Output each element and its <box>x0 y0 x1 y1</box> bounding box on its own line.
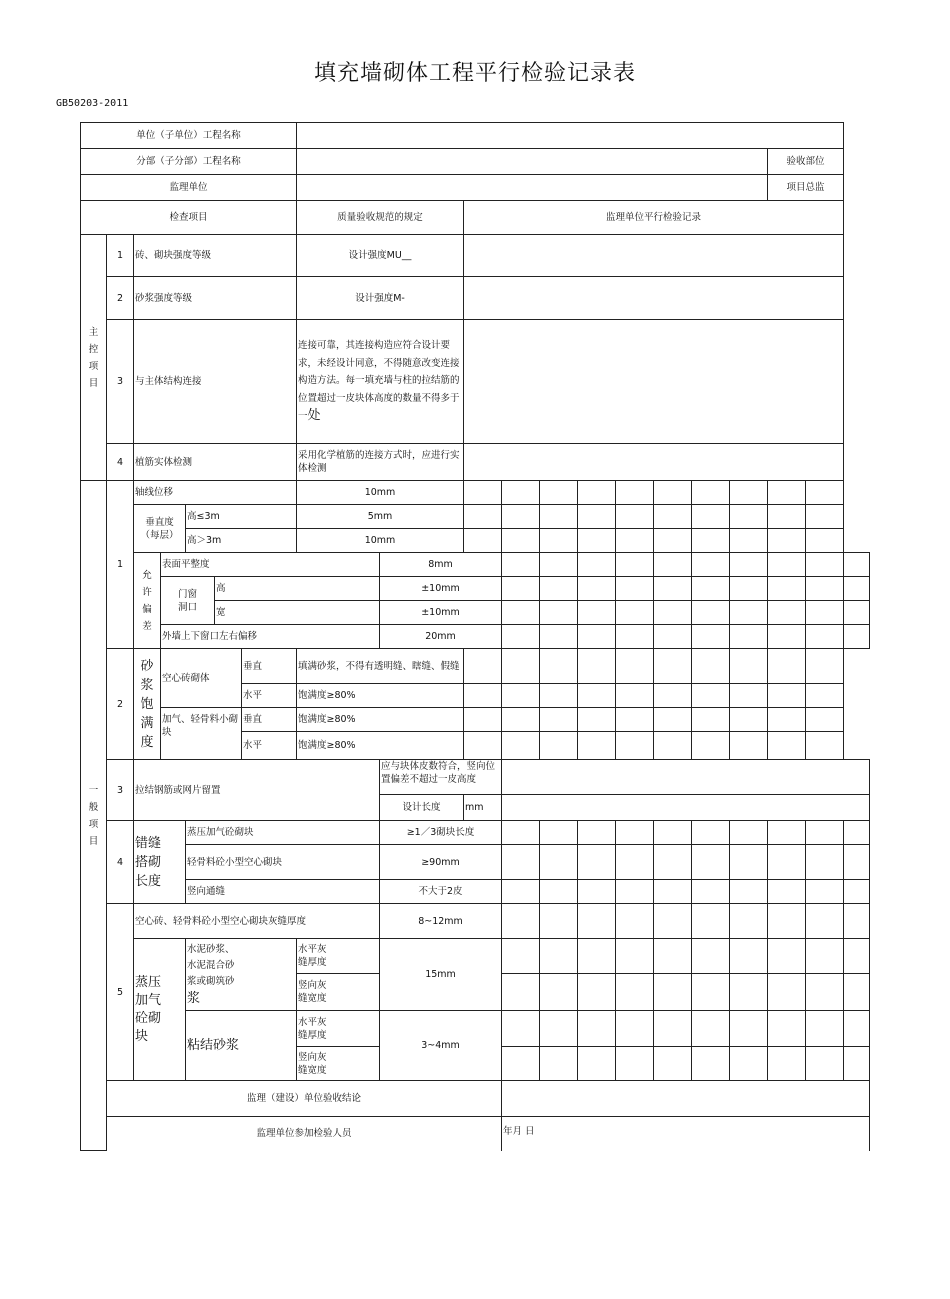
record-cell[interactable] <box>806 505 844 529</box>
record-cell[interactable] <box>502 732 540 760</box>
record-cell[interactable] <box>730 505 768 529</box>
mortar-hollow-h-rule: 饱满度≥80% <box>297 684 464 708</box>
record-cell[interactable] <box>730 904 768 939</box>
record-cell[interactable] <box>502 505 540 529</box>
record-cell[interactable] <box>578 939 616 974</box>
record-cell[interactable] <box>654 625 692 649</box>
record-cell[interactable] <box>654 1047 692 1081</box>
record-cell[interactable] <box>540 708 578 732</box>
record-cell[interactable] <box>806 553 844 577</box>
joint-cement-label <box>186 939 297 1011</box>
record-cell[interactable] <box>540 684 578 708</box>
stagger-label: 错缝 搭砌 长度 <box>134 821 186 904</box>
record-cell[interactable] <box>806 708 844 732</box>
conclusion-label: 监理（建设）单位验收结论 <box>107 1081 502 1117</box>
mortar-horiz-label: 水平 <box>242 684 297 708</box>
record-cell[interactable] <box>616 904 654 939</box>
record-cell[interactable] <box>578 529 616 553</box>
record-cell[interactable] <box>616 601 654 625</box>
record-cell[interactable] <box>540 505 578 529</box>
record-cell[interactable] <box>616 732 654 760</box>
record-cell[interactable] <box>844 625 870 649</box>
record-cell[interactable] <box>616 845 654 880</box>
record-cell[interactable] <box>844 845 870 880</box>
unit-project-value[interactable] <box>297 123 844 149</box>
main-item-record[interactable] <box>464 444 844 481</box>
record-cell[interactable] <box>730 732 768 760</box>
record-cell[interactable] <box>540 1047 578 1081</box>
record-cell[interactable] <box>844 601 870 625</box>
mortar-vert-label: 垂直 <box>242 708 297 732</box>
record-cell[interactable] <box>616 577 654 601</box>
record-cell[interactable] <box>730 939 768 974</box>
record-cell[interactable] <box>540 939 578 974</box>
record-cell[interactable] <box>654 601 692 625</box>
dev-window-label: 外墙上下窗口左右偏移 <box>161 625 380 649</box>
record-cell[interactable] <box>616 649 654 684</box>
record-cell[interactable] <box>540 601 578 625</box>
record-cell[interactable] <box>616 708 654 732</box>
record-cell[interactable] <box>654 939 692 974</box>
record-cell[interactable] <box>578 732 616 760</box>
main-item-record[interactable] <box>464 320 844 444</box>
general-items-label: 一 般 项 目 <box>81 481 107 1151</box>
record-cell[interactable] <box>806 649 844 684</box>
tie-rule: 应与块体皮数符合，竖向位置偏差不超过一皮高度 <box>380 760 502 795</box>
record-cell[interactable] <box>692 684 730 708</box>
record-cell[interactable] <box>844 577 870 601</box>
record-cell[interactable] <box>692 708 730 732</box>
project-chief-label: 项目总监 <box>768 175 844 201</box>
main-item-name: 植筋实体检测 <box>134 444 297 481</box>
record-cell[interactable] <box>806 625 844 649</box>
joint-v-width-label: 竖向灰 缝宽度 <box>297 974 380 1011</box>
record-cell[interactable] <box>578 601 616 625</box>
tie-record[interactable] <box>502 760 870 795</box>
record-cell[interactable] <box>730 1047 768 1081</box>
joint-aac-label: 蒸压 加气 砼砌 块 <box>134 939 186 1081</box>
record-cell[interactable] <box>730 553 768 577</box>
record-cell[interactable] <box>806 732 844 760</box>
record-cell[interactable] <box>806 529 844 553</box>
record-cell[interactable] <box>502 649 540 684</box>
record-cell[interactable] <box>654 904 692 939</box>
main-item-rule-text: 连接可靠，其连接构造应符合设计要求，未经设计同意，不得随意改变连接构造方法。每一填充墙与柱的拉结筋的位置超过一皮块体高度的数量不得多于一 <box>298 340 460 423</box>
record-cell[interactable] <box>502 904 540 939</box>
record-cell[interactable] <box>502 553 540 577</box>
joint-h-thick-label: 水平灰 缝厚度 <box>297 939 380 974</box>
main-item-name: 砖、砌块强度等级 <box>134 235 297 277</box>
stagger-aac-rule: ≥1／3砌块长度 <box>380 821 502 845</box>
conclusion-value[interactable] <box>502 1081 870 1117</box>
record-cell[interactable] <box>578 649 616 684</box>
joint-h-thick-label: 水平灰 缝厚度 <box>297 1011 380 1047</box>
record-cell[interactable] <box>540 553 578 577</box>
tie-unit: mm <box>464 795 502 821</box>
record-cell[interactable] <box>502 481 540 505</box>
dev-item-no: 1 <box>107 481 134 649</box>
record-cell[interactable] <box>768 505 806 529</box>
record-cell[interactable] <box>768 649 806 684</box>
record-cell[interactable] <box>540 880 578 904</box>
record-cell[interactable] <box>502 708 540 732</box>
tie-item-no: 3 <box>107 760 134 821</box>
record-cell[interactable] <box>768 529 806 553</box>
record-cell[interactable] <box>616 1047 654 1081</box>
dev-door-w-label: 宽 <box>215 601 380 625</box>
record-cell[interactable] <box>654 529 692 553</box>
record-cell[interactable] <box>616 880 654 904</box>
col-record-header: 监理单位平行检验记录 <box>464 201 844 235</box>
joint-cement-end: 浆 <box>187 990 201 1006</box>
sub-project-label: 分部（子分部）工程名称 <box>81 149 297 175</box>
main-item-record[interactable] <box>464 235 844 277</box>
stagger-aac-label: 蒸压加气砼砌块 <box>186 821 380 845</box>
record-cell[interactable] <box>806 974 844 1011</box>
record-cell[interactable] <box>730 601 768 625</box>
record-cell[interactable] <box>578 684 616 708</box>
joint-v-width-label: 竖向灰 缝宽度 <box>297 1047 380 1081</box>
record-cell[interactable] <box>540 845 578 880</box>
staff-label: 监理单位参加检验人员 <box>107 1117 502 1151</box>
main-items-label: 主 控 项 目 <box>81 235 107 481</box>
record-cell[interactable] <box>502 821 540 845</box>
record-cell[interactable] <box>578 821 616 845</box>
tie-record[interactable] <box>502 795 870 821</box>
record-cell[interactable] <box>502 529 540 553</box>
record-cell[interactable] <box>616 529 654 553</box>
record-cell[interactable] <box>616 553 654 577</box>
record-cell[interactable] <box>806 904 844 939</box>
record-cell[interactable] <box>578 553 616 577</box>
record-cell[interactable] <box>730 481 768 505</box>
joint-adhesive-rule: 3~4mm <box>380 1011 502 1081</box>
record-cell[interactable] <box>540 481 578 505</box>
record-cell[interactable] <box>464 529 502 553</box>
record-cell[interactable] <box>806 880 844 904</box>
record-cell[interactable] <box>768 625 806 649</box>
joint-cement-rule: 15mm <box>380 939 502 1011</box>
record-cell[interactable] <box>730 974 768 1011</box>
main-item-no: 1 <box>107 235 134 277</box>
record-cell[interactable] <box>540 649 578 684</box>
mortar-aerated-label: 加气、轻骨料小砌块 <box>161 708 242 760</box>
record-cell[interactable] <box>730 577 768 601</box>
record-cell[interactable] <box>692 1011 730 1047</box>
record-cell[interactable] <box>654 481 692 505</box>
dev-hle3-rule: 5mm <box>297 505 464 529</box>
record-cell[interactable] <box>464 481 502 505</box>
dev-axis-rule: 10mm <box>297 481 464 505</box>
record-cell[interactable] <box>654 880 692 904</box>
record-cell[interactable] <box>540 732 578 760</box>
record-cell[interactable] <box>768 821 806 845</box>
record-cell[interactable] <box>540 974 578 1011</box>
record-cell[interactable] <box>578 505 616 529</box>
record-cell[interactable] <box>768 904 806 939</box>
col-item-header: 检查项目 <box>81 201 297 235</box>
dev-hgt3-rule: 10mm <box>297 529 464 553</box>
record-cell[interactable] <box>806 939 844 974</box>
record-cell[interactable] <box>540 625 578 649</box>
dev-window-rule: 20mm <box>380 625 502 649</box>
record-cell[interactable] <box>616 481 654 505</box>
record-cell[interactable] <box>692 732 730 760</box>
standard-code: GB50203-2011 <box>56 98 129 109</box>
record-cell[interactable] <box>692 577 730 601</box>
record-cell[interactable] <box>806 601 844 625</box>
main-item-no: 3 <box>107 320 134 444</box>
record-cell[interactable] <box>768 1047 806 1081</box>
record-cell[interactable] <box>654 821 692 845</box>
record-cell[interactable] <box>730 649 768 684</box>
record-cell[interactable] <box>616 939 654 974</box>
record-cell[interactable] <box>578 974 616 1011</box>
record-cell[interactable] <box>692 880 730 904</box>
record-cell[interactable] <box>692 649 730 684</box>
record-cell[interactable] <box>844 553 870 577</box>
dev-door-h-label: 高 <box>215 577 380 601</box>
supervisor-unit-value[interactable] <box>297 175 768 201</box>
mortar-item-no: 2 <box>107 649 134 760</box>
record-cell[interactable] <box>692 529 730 553</box>
record-cell[interactable] <box>692 845 730 880</box>
record-cell[interactable] <box>654 577 692 601</box>
record-cell[interactable] <box>730 625 768 649</box>
dev-door-h-rule: ±10mm <box>380 577 502 601</box>
supervisor-unit-label: 监理单位 <box>81 175 297 201</box>
record-cell[interactable] <box>578 904 616 939</box>
record-cell[interactable] <box>844 1011 870 1047</box>
record-cell[interactable] <box>692 1047 730 1081</box>
joint-item-no: 5 <box>107 904 134 1081</box>
dev-flat-label: 表面平整度 <box>161 553 380 577</box>
dev-axis-label: 轴线位移 <box>134 481 297 505</box>
record-cell[interactable] <box>502 684 540 708</box>
record-cell[interactable] <box>654 974 692 1011</box>
mortar-hollow-v-rule: 填满砂浆，不得有透明缝、瞎缝、假缝 <box>297 649 464 684</box>
record-cell[interactable] <box>692 821 730 845</box>
dev-vert-label: 垂直度 （每层） <box>134 505 186 553</box>
record-cell[interactable] <box>806 821 844 845</box>
record-cell[interactable] <box>578 1047 616 1081</box>
record-cell[interactable] <box>540 529 578 553</box>
record-cell[interactable] <box>540 1011 578 1047</box>
mortar-label: 砂 浆 饱 满 度 <box>134 649 161 760</box>
record-cell[interactable] <box>616 505 654 529</box>
main-item-rule <box>297 320 464 444</box>
record-cell[interactable] <box>806 1011 844 1047</box>
mortar-aer-v-rule: 饱满度≥80% <box>297 708 464 732</box>
record-cell[interactable] <box>844 821 870 845</box>
record-cell[interactable] <box>844 939 870 974</box>
mortar-hollow-label: 空心砖砌体 <box>161 649 242 708</box>
record-cell[interactable] <box>730 1011 768 1047</box>
record-cell[interactable] <box>502 1047 540 1081</box>
record-cell[interactable] <box>692 939 730 974</box>
record-cell[interactable] <box>768 1011 806 1047</box>
record-cell[interactable] <box>464 649 502 684</box>
dev-door-w-rule: ±10mm <box>380 601 502 625</box>
record-cell[interactable] <box>844 1047 870 1081</box>
main-item-name: 与主体结构连接 <box>134 320 297 444</box>
record-cell[interactable] <box>616 821 654 845</box>
record-cell[interactable] <box>768 553 806 577</box>
record-cell[interactable] <box>768 939 806 974</box>
record-cell[interactable] <box>654 505 692 529</box>
record-cell[interactable] <box>540 821 578 845</box>
record-cell[interactable] <box>540 577 578 601</box>
record-cell[interactable] <box>806 481 844 505</box>
record-cell[interactable] <box>692 625 730 649</box>
main-item-rule: 采用化学植筋的连接方式时，应进行实体检测 <box>297 444 464 481</box>
record-cell[interactable] <box>502 625 540 649</box>
record-cell[interactable] <box>654 732 692 760</box>
record-cell[interactable] <box>768 577 806 601</box>
record-cell[interactable] <box>578 577 616 601</box>
joint-hollow-label: 空心砖、轻骨料砼小型空心砌块灰缝厚度 <box>134 904 380 939</box>
stagger-light-rule: ≥90mm <box>380 845 502 880</box>
record-cell[interactable] <box>730 684 768 708</box>
record-cell[interactable] <box>502 601 540 625</box>
record-cell[interactable] <box>540 904 578 939</box>
record-cell[interactable] <box>730 845 768 880</box>
record-cell[interactable] <box>616 684 654 708</box>
record-cell[interactable] <box>654 553 692 577</box>
record-cell[interactable] <box>730 529 768 553</box>
record-cell[interactable] <box>730 821 768 845</box>
record-cell[interactable] <box>654 845 692 880</box>
record-cell[interactable] <box>692 904 730 939</box>
record-cell[interactable] <box>616 625 654 649</box>
record-cell[interactable] <box>578 880 616 904</box>
dev-hle3-label: 高≤3m <box>186 505 297 529</box>
dev-hgt3-label: 高＞3m <box>186 529 297 553</box>
record-cell[interactable] <box>502 577 540 601</box>
accept-part-label: 验收部位 <box>768 149 844 175</box>
record-cell[interactable] <box>844 974 870 1011</box>
stagger-vjoint-label: 竖向通缝 <box>186 880 380 904</box>
record-cell[interactable] <box>464 505 502 529</box>
record-cell[interactable] <box>806 684 844 708</box>
main-item-rule: 设计强度M- <box>297 277 464 320</box>
dev-label: 允 许 偏 差 <box>134 553 161 649</box>
record-cell[interactable] <box>464 732 502 760</box>
record-cell[interactable] <box>616 974 654 1011</box>
record-cell[interactable] <box>578 845 616 880</box>
record-cell[interactable] <box>768 974 806 1011</box>
record-cell[interactable] <box>768 845 806 880</box>
record-cell[interactable] <box>502 939 540 974</box>
col-rule-header: 质量验收规范的规定 <box>297 201 464 235</box>
joint-cement-text: 水泥砂浆、 水泥混合砂 浆或砌筑砂 <box>187 943 235 987</box>
record-cell[interactable] <box>768 732 806 760</box>
record-cell[interactable] <box>806 845 844 880</box>
record-cell[interactable] <box>730 880 768 904</box>
record-cell[interactable] <box>578 481 616 505</box>
record-cell[interactable] <box>768 708 806 732</box>
record-cell[interactable] <box>768 684 806 708</box>
mortar-horiz-label: 水平 <box>242 732 297 760</box>
record-cell[interactable] <box>692 974 730 1011</box>
tie-label: 拉结钢筋或网片留置 <box>134 760 380 821</box>
record-cell[interactable] <box>654 1011 692 1047</box>
form-title: 填充墙砌体工程平行检验记录表 <box>313 61 636 86</box>
record-cell[interactable] <box>692 505 730 529</box>
record-cell[interactable] <box>616 1011 654 1047</box>
stagger-vjoint-rule: 不大于2皮 <box>380 880 502 904</box>
joint-adhesive-label: 粘结砂浆 <box>186 1011 297 1081</box>
record-cell[interactable] <box>578 625 616 649</box>
record-cell[interactable] <box>578 1011 616 1047</box>
record-cell[interactable] <box>692 481 730 505</box>
record-cell[interactable] <box>806 1047 844 1081</box>
record-cell[interactable] <box>768 601 806 625</box>
main-item-record[interactable] <box>464 277 844 320</box>
record-cell[interactable] <box>502 880 540 904</box>
record-cell[interactable] <box>464 684 502 708</box>
record-cell[interactable] <box>502 974 540 1011</box>
inspection-table <box>80 122 870 1151</box>
main-item-rule: 设计强度MU__ <box>297 235 464 277</box>
unit-project-label: 单位（子单位）工程名称 <box>81 123 297 149</box>
sub-project-value[interactable] <box>297 149 768 175</box>
mortar-aer-h-rule: 饱满度≥80% <box>297 732 464 760</box>
record-cell[interactable] <box>692 601 730 625</box>
record-cell[interactable] <box>502 845 540 880</box>
main-item-name: 砂浆强度等级 <box>134 277 297 320</box>
staff-date[interactable]: 年月 日 <box>502 1117 870 1151</box>
dev-flat-rule: 8mm <box>380 553 502 577</box>
record-cell[interactable] <box>844 880 870 904</box>
record-cell[interactable] <box>692 553 730 577</box>
record-cell[interactable] <box>768 481 806 505</box>
main-item-no: 4 <box>107 444 134 481</box>
stagger-light-label: 轻骨料砼小型空心砌块 <box>186 845 380 880</box>
record-cell[interactable] <box>502 1011 540 1047</box>
joint-hollow-rule: 8~12mm <box>380 904 502 939</box>
stagger-item-no: 4 <box>107 821 134 904</box>
record-cell[interactable] <box>464 708 502 732</box>
record-cell[interactable] <box>806 577 844 601</box>
record-cell[interactable] <box>578 708 616 732</box>
mortar-vert-label: 垂直 <box>242 649 297 684</box>
main-item-no: 2 <box>107 277 134 320</box>
tie-design-len-label: 设计长度 <box>380 795 464 821</box>
record-cell[interactable] <box>844 904 870 939</box>
dev-door-label: 门窗 洞口 <box>161 577 215 625</box>
record-cell[interactable] <box>654 708 692 732</box>
main-item-rule-end: 处 <box>307 408 321 424</box>
record-cell[interactable] <box>654 649 692 684</box>
record-cell[interactable] <box>654 684 692 708</box>
record-cell[interactable] <box>768 880 806 904</box>
record-cell[interactable] <box>730 708 768 732</box>
